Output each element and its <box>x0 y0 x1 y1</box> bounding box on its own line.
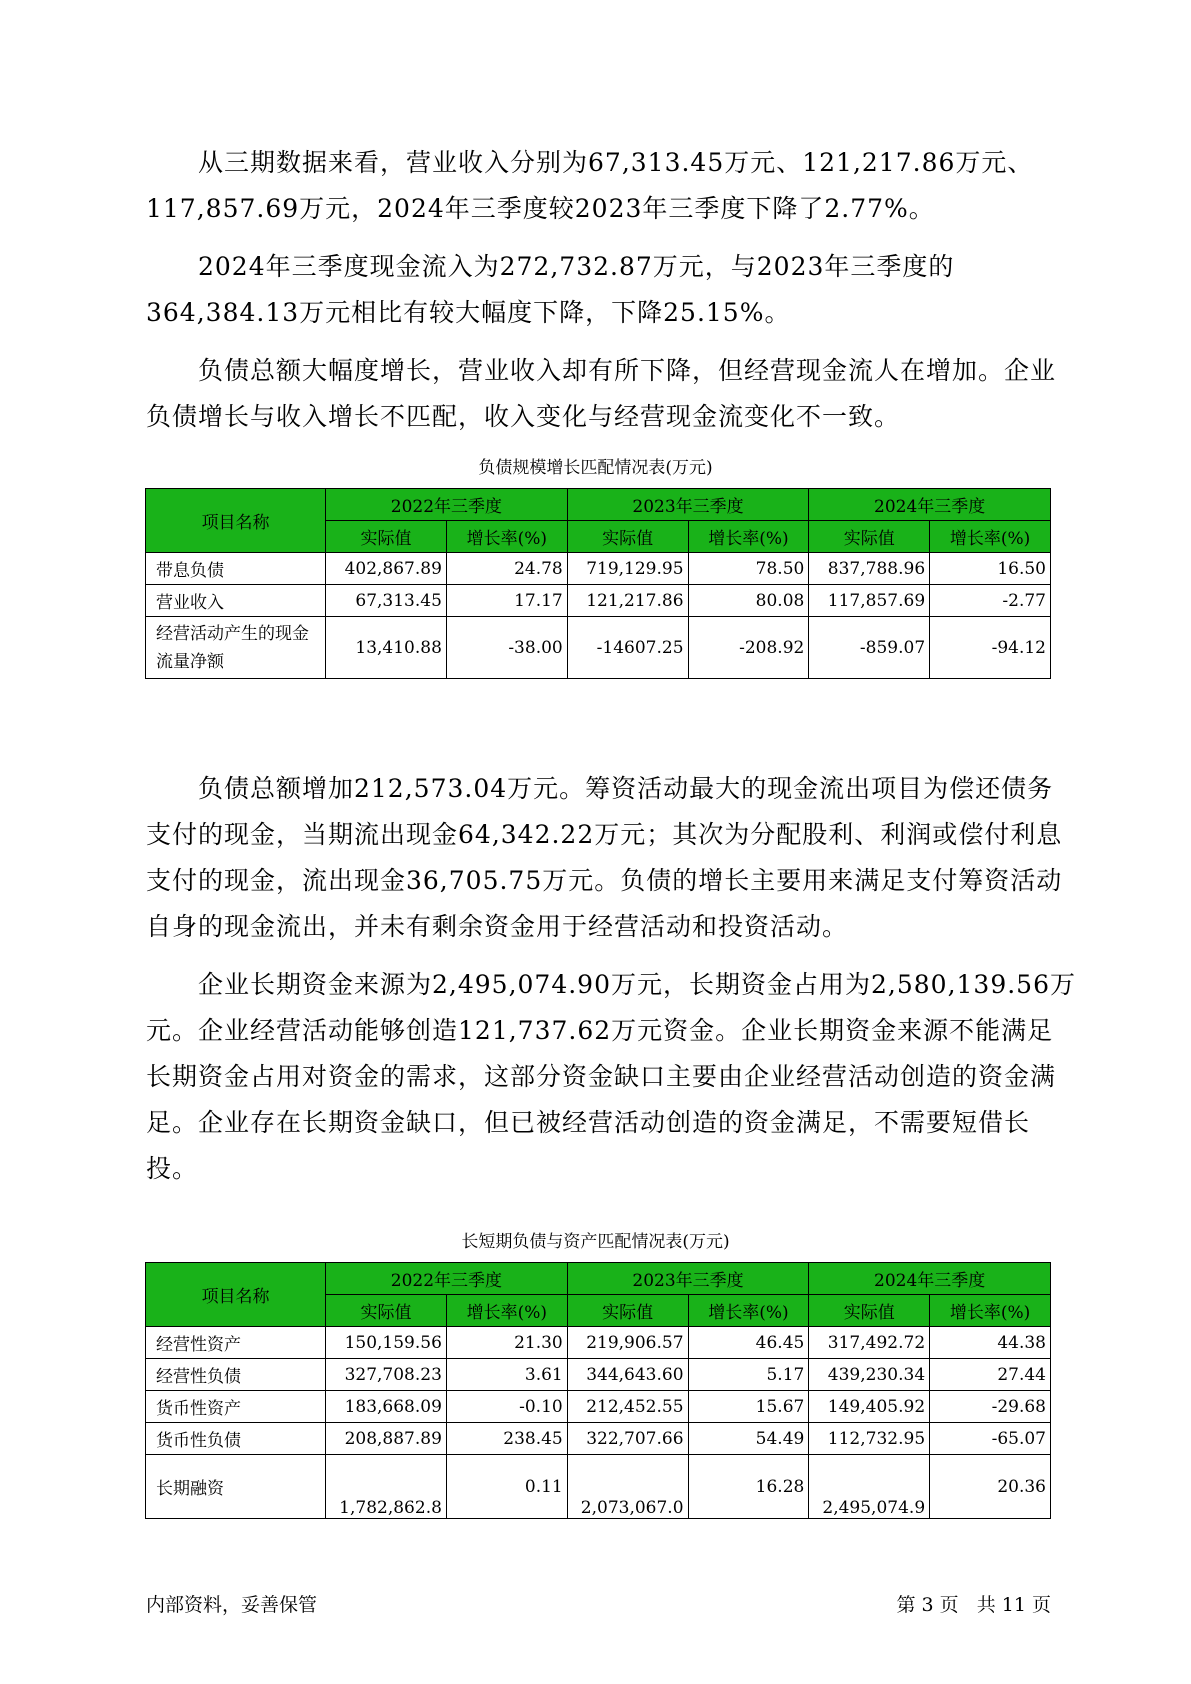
paragraph-debt-mismatch: 负债总额大幅度增长，营业收入却有所下降，但经营现金流人在增加。企业负债增长与收入增长不匹配，收入变化与经营现金流变化不一致。 <box>146 356 1057 431</box>
cell-value: 2,495,074.9 <box>809 1455 930 1519</box>
debt-growth-table <box>145 488 1051 679</box>
row-label: 营业收入 <box>146 585 326 617</box>
cell-value: -208.92 <box>688 617 809 679</box>
cell-value: 150,159.56 <box>326 1327 447 1359</box>
cell-value: 719,129.95 <box>567 553 688 585</box>
asset-liability-table <box>145 1262 1051 1519</box>
cell-value: 21.30 <box>446 1327 567 1359</box>
cell-value: 0.11 <box>446 1455 567 1519</box>
cell-value: 322,707.66 <box>567 1423 688 1455</box>
cell-value: -94.12 <box>930 617 1051 679</box>
cell-value: -14607.25 <box>567 617 688 679</box>
row-label: 带息负债 <box>146 553 326 585</box>
cell-value: 13,410.88 <box>326 617 447 679</box>
cell-value: 238.45 <box>446 1423 567 1455</box>
cell-value: 24.78 <box>446 553 567 585</box>
row-label: 经营活动产生的现金流量净额 <box>146 617 326 679</box>
header-actual: 实际值 <box>809 521 930 553</box>
cell-value: 402,867.89 <box>326 553 447 585</box>
cell-value: 3.61 <box>446 1359 567 1391</box>
cell-value: 27.44 <box>930 1359 1051 1391</box>
cell-value: 44.38 <box>930 1327 1051 1359</box>
header-actual: 实际值 <box>567 1295 688 1327</box>
paragraph-cash-inflow: 2024年三季度现金流入为272,732.87万元，与2023年三季度的364,384.13万元相比有较大幅度下降，下降25.15%。 <box>146 252 955 327</box>
row-label: 经营性负债 <box>146 1359 326 1391</box>
row-label: 货币性资产 <box>146 1391 326 1423</box>
table-row <box>146 1423 1051 1455</box>
table-row <box>146 553 1051 585</box>
row-label: 长期融资 <box>146 1455 326 1519</box>
header-period-2022: 2022年三季度 <box>326 489 568 521</box>
header-period-2022: 2022年三季度 <box>326 1263 568 1295</box>
header-growth: 增长率(%) <box>930 521 1051 553</box>
table-row <box>146 617 1051 679</box>
cell-value: -38.00 <box>446 617 567 679</box>
header-actual: 实际值 <box>326 1295 447 1327</box>
cell-value: 112,732.95 <box>809 1423 930 1455</box>
cell-value: 67,313.45 <box>326 585 447 617</box>
cell-value: 149,405.92 <box>809 1391 930 1423</box>
header-actual: 实际值 <box>809 1295 930 1327</box>
cell-value: 1,782,862.8 <box>326 1455 447 1519</box>
table2-caption: 长短期负债与资产匹配情况表(万元) <box>461 1232 730 1252</box>
cell-value: 46.45 <box>688 1327 809 1359</box>
paragraph-revenue: 从三期数据来看，营业收入分别为67,313.45万元、121,217.86万元、117,857.69万元，2024年三季度较2023年三季度下降了2.77%。 <box>146 148 1034 223</box>
table-row <box>146 1391 1051 1423</box>
row-label: 货币性负债 <box>146 1423 326 1455</box>
header-actual: 实际值 <box>326 521 447 553</box>
cell-value: 20.36 <box>930 1455 1051 1519</box>
table-row <box>146 1327 1051 1359</box>
table-row <box>146 585 1051 617</box>
row-label: 经营性资产 <box>146 1327 326 1359</box>
cell-value: 16.28 <box>688 1455 809 1519</box>
header-growth: 增长率(%) <box>446 1295 567 1327</box>
paragraph-long-term-funds: 企业长期资金来源为2,495,074.90万元，长期资金占用为2,580,139.56万元。企业经营活动能够创造121,737.62万元资金。企业长期资金来源不能满足长期资金占用对资金的需求，这部分资金缺口主要由企业经营活动创造的资金满足。企业存在长期资金缺口，但已被经营活动创造的资金满足，不需要短借长投。 <box>146 970 1076 1183</box>
cell-value: 219,906.57 <box>567 1327 688 1359</box>
header-growth: 增长率(%) <box>930 1295 1051 1327</box>
cell-value: -65.07 <box>930 1423 1051 1455</box>
cell-value: 344,643.60 <box>567 1359 688 1391</box>
cell-value: 183,668.09 <box>326 1391 447 1423</box>
header-period-2023: 2023年三季度 <box>567 1263 809 1295</box>
cell-value: 17.17 <box>446 585 567 617</box>
cell-value: 117,857.69 <box>809 585 930 617</box>
header-growth: 增长率(%) <box>688 521 809 553</box>
footer-left: 内部资料，妥善保管 <box>146 1594 318 1616</box>
footer-page-number: 第 3 页 共 11 页 <box>896 1594 1051 1616</box>
header-period-2024: 2024年三季度 <box>809 1263 1051 1295</box>
paragraph-debt-increase: 负债总额增加212,573.04万元。筹资活动最大的现金流出项目为偿还债务支付的现金，当期流出现金64,342.22万元；其次为分配股利、利润或偿付利息支付的现金，流出现金36,705.75万元。负债的增长主要用来满足支付筹资活动自身的现金流出，并未有剩余资金用于经营活动和投资活动。 <box>146 774 1063 941</box>
header-period-2024: 2024年三季度 <box>809 489 1051 521</box>
cell-value: 16.50 <box>930 553 1051 585</box>
table-row <box>146 1359 1051 1391</box>
cell-value: 212,452.55 <box>567 1391 688 1423</box>
table1-caption: 负债规模增长匹配情况表(万元) <box>478 458 713 478</box>
cell-value: 15.67 <box>688 1391 809 1423</box>
cell-value: 439,230.34 <box>809 1359 930 1391</box>
cell-value: -29.68 <box>930 1391 1051 1423</box>
cell-value: 317,492.72 <box>809 1327 930 1359</box>
header-item-name: 项目名称 <box>146 489 326 553</box>
cell-value: 837,788.96 <box>809 553 930 585</box>
cell-value: -2.77 <box>930 585 1051 617</box>
cell-value: 327,708.23 <box>326 1359 447 1391</box>
cell-value: 208,887.89 <box>326 1423 447 1455</box>
cell-value: 80.08 <box>688 585 809 617</box>
table-row <box>146 1455 1051 1519</box>
cell-value: 121,217.86 <box>567 585 688 617</box>
cell-value: 54.49 <box>688 1423 809 1455</box>
cell-value: 2,073,067.0 <box>567 1455 688 1519</box>
cell-value: 78.50 <box>688 553 809 585</box>
cell-value: -0.10 <box>446 1391 567 1423</box>
header-actual: 实际值 <box>567 521 688 553</box>
header-item-name: 项目名称 <box>146 1263 326 1327</box>
header-growth: 增长率(%) <box>446 521 567 553</box>
cell-value: -859.07 <box>809 617 930 679</box>
header-growth: 增长率(%) <box>688 1295 809 1327</box>
cell-value: 5.17 <box>688 1359 809 1391</box>
header-period-2023: 2023年三季度 <box>567 489 809 521</box>
